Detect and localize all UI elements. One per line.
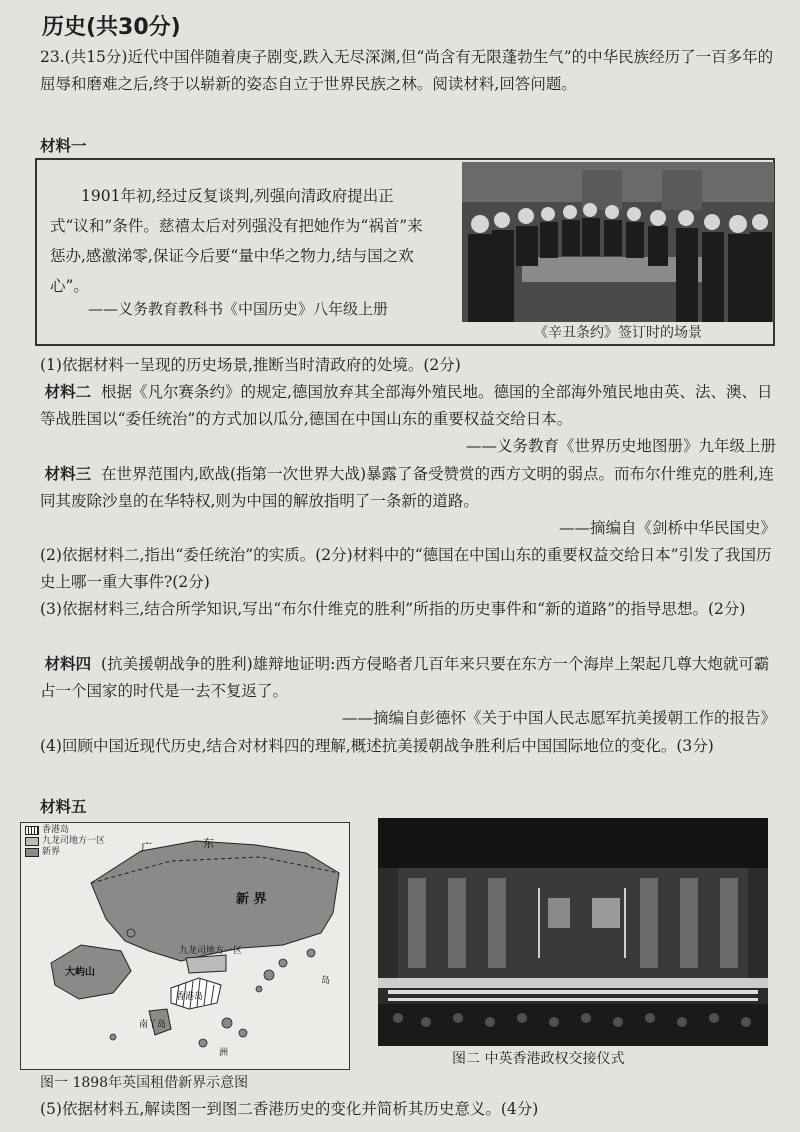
- material-1-label: 材料一: [40, 137, 87, 155]
- photo-caption: 《辛丑条约》签订时的场景: [534, 325, 702, 341]
- material-3: [40, 461, 776, 515]
- material-2: [40, 379, 776, 433]
- section-title: 历史(共30分): [42, 15, 181, 40]
- question-23-intro: 23.(共15分)近代中国伴随着庚子剧变,跌入无尽深渊,但“尚含有无限蓬勃生气”的中华民族经历了一百多年的屈辱和磨难之后,终于以崭新的姿态自立于世界民族之林。阅读材料,回答问题。: [40, 48, 774, 93]
- map-label-nanya: 南丫岛: [139, 1020, 167, 1030]
- treaty-signing-photo: [462, 162, 774, 322]
- material-5-label: 材料五: [40, 798, 87, 816]
- map-legend: 香港岛 九龙司地方一区 新界: [25, 825, 105, 858]
- material-3-source: ——摘编自《剑桥中华民国史》: [558, 519, 776, 537]
- question-2: (2)依据材料二,指出“委任统治”的实质。(2分)材料中的“德国在中国山东的重要权益交给日本”引发了我国历史上哪一重大事件?(2分): [40, 546, 772, 591]
- figure-2-caption: 图二 中英香港政权交接仪式: [452, 1051, 625, 1067]
- figure-1-caption: 图一 1898年英国租借新界示意图: [40, 1075, 249, 1091]
- material-3-label: 材料三: [44, 465, 92, 483]
- material-4-label: 材料四: [44, 655, 92, 673]
- map-label-zhou: 洲: [219, 1048, 229, 1058]
- material-4-text: (抗美援朝战争的胜利)雄辩地证明:西方侵略者几百年来只要在东方一个海岸上架起几尊大炮就可霸占一个国家的时代是一去不复返了。: [40, 655, 770, 700]
- material-2-text: 根据《凡尔赛条约》的规定,德国放弃其全部海外殖民地。德国的全部海外殖民地由英、法、澳、日等战胜国以“委任统治”的方式加以瓜分,德国在中国山东的重要权益交给日本。: [40, 383, 773, 428]
- map-label-dong: 东: [203, 837, 214, 850]
- map-label-dao: 岛: [321, 976, 331, 986]
- question-4: (4)回顾中国近现代历史,结合对材料四的理解,概述抗美援朝战争胜利后中国国际地位的变化。(3分): [40, 737, 714, 755]
- question-5: (5)依据材料五,解读图一到图二香港历史的变化并简析其历史意义。(4分): [40, 1100, 539, 1118]
- map-label-xianggang: 香港岛: [176, 992, 204, 1002]
- map-label-guang: 广: [141, 841, 152, 854]
- question-3: (3)依据材料三,结合所学知识,写出“布尔什维克的胜利”所指的历史事件和“新的道路”的指导思想。(2分): [40, 600, 746, 618]
- map-label-dayushan: 大屿山: [65, 967, 95, 978]
- map-label-jiulong: 九龙司地方一区: [179, 946, 243, 956]
- material-4-source: ——摘编自彭德怀《关于中国人民志愿军抗美援朝工作的报告》: [341, 709, 776, 727]
- hong-kong-lease-map: [20, 822, 350, 1070]
- map-label-xinjie: 新 界: [236, 892, 267, 907]
- material-2-source: ——义务教育《世界历史地图册》九年级上册: [465, 437, 776, 455]
- material-1-source: ——义务教育教科书《中国历史》八年级上册: [88, 300, 389, 318]
- material-2-label: 材料二: [44, 383, 92, 401]
- material-3-text: 在世界范围内,欧战(指第一次世界大战)暴露了备受赞赏的西方文明的弱点。而布尔什维克的胜利,连同其废除沙皇的在华特权,则为中国的解放指明了一条新的道路。: [40, 465, 774, 510]
- material-4: [40, 651, 776, 705]
- material-1-text: 1901年初,经过反复谈判,列强向清政府提出正式“议和”条件。慈禧太后对列强没有把她作为“祸首”来惩办,感激涕零,保证今后要“量中华之物力,结与国之欢心”。: [50, 187, 423, 295]
- question-1: (1)依据材料一呈现的历史场景,推断当时清政府的处境。(2分): [40, 356, 461, 374]
- handover-ceremony-photo: [378, 818, 768, 1046]
